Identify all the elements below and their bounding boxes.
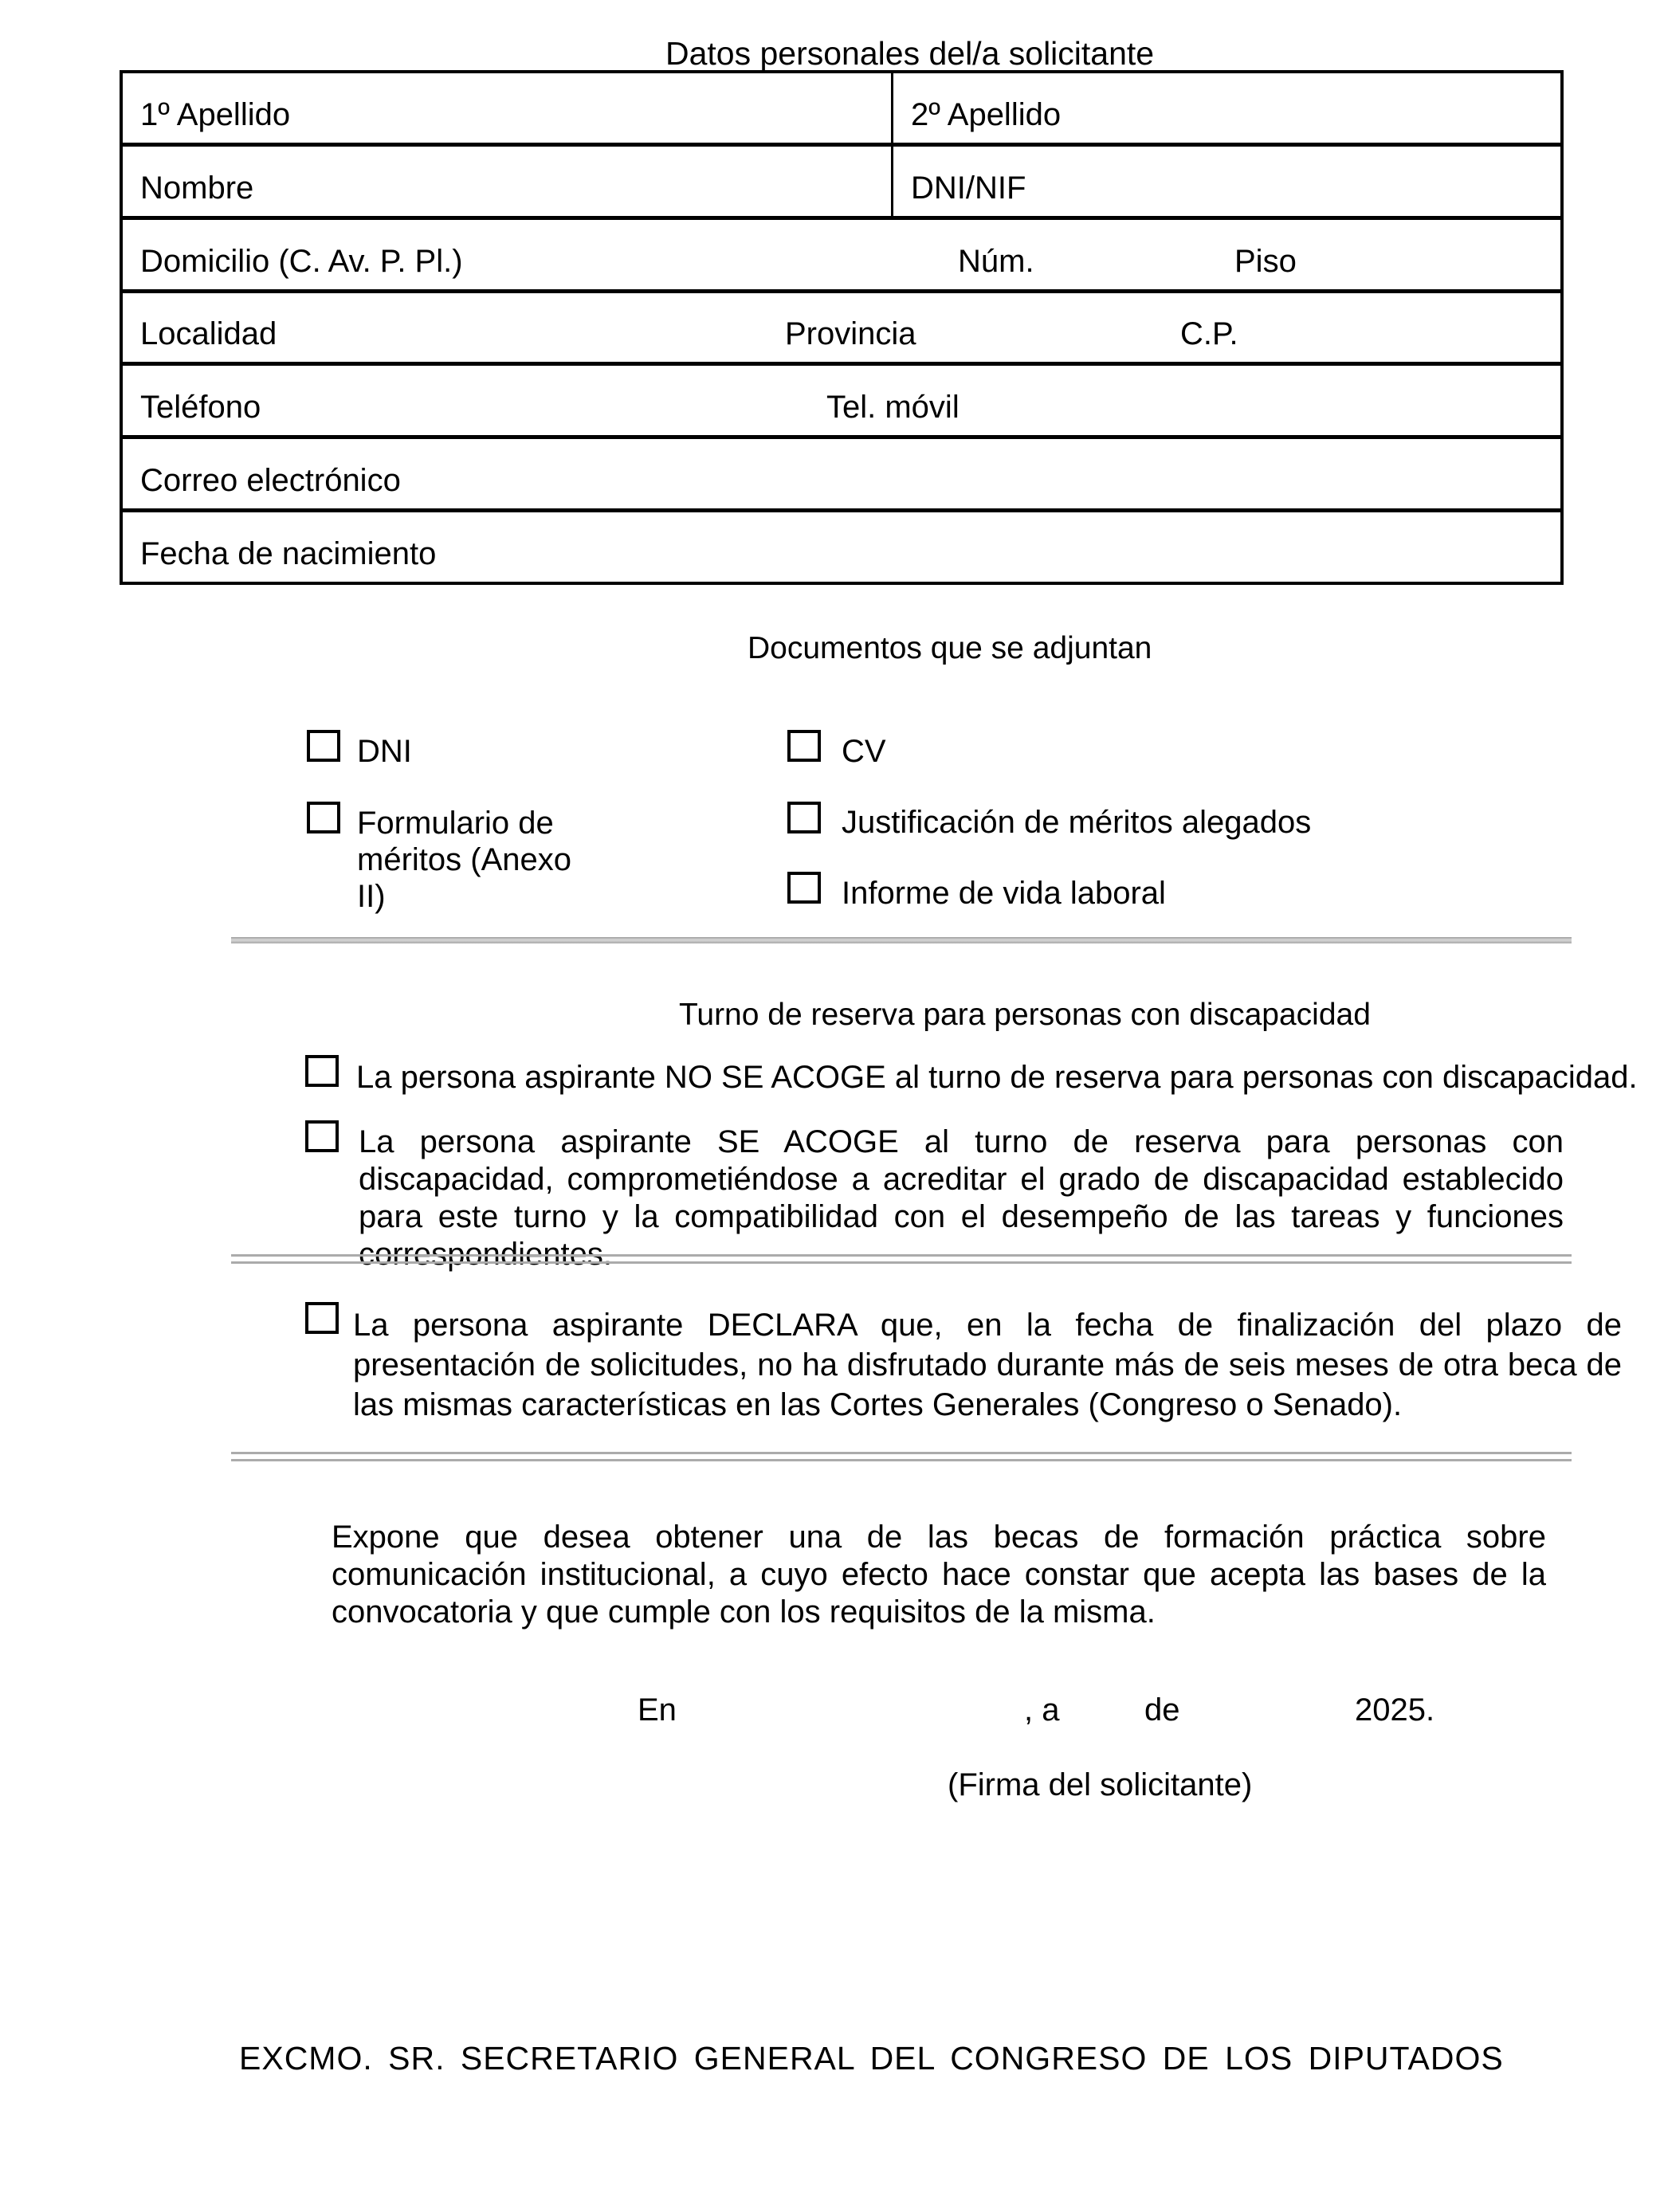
field-label: 1º Apellido [140, 96, 291, 132]
field-label-piso: Piso [1234, 243, 1297, 279]
section-divider [231, 1254, 1572, 1264]
date-line-de: de [1144, 1692, 1180, 1728]
field-label: Nombre [140, 170, 254, 206]
documents-section-title: Documentos que se adjuntan [748, 631, 1152, 665]
declaration-text: La persona aspirante DECLARA que, en la fecha de finalización del plazo de presentación de solicitudes, no ha disfrutado durante más de seis meses de otra beca de las mismas características en las Cortes Generales (Congreso o Senado). [353, 1308, 1622, 1422]
checkbox-no-acoge[interactable] [305, 1055, 339, 1087]
reserve-option-no-text: La persona aspirante NO SE ACOGE al turno de reserva para personas con discapacidad. [356, 1060, 1638, 1095]
field-segundo-apellido[interactable] [893, 73, 1560, 143]
checkbox-formulario-meritos-label: Formulario de méritos (Anexo II) [357, 806, 571, 914]
field-nombre[interactable] [123, 147, 893, 216]
checkbox-declara[interactable] [305, 1302, 339, 1334]
field-label-provincia: Provincia [785, 316, 916, 352]
field-label-cp: C.P. [1180, 316, 1238, 352]
field-label: Teléfono [140, 390, 261, 426]
field-label-tel-movil: Tel. móvil [826, 390, 960, 426]
statement-text: Expone que desea obtener una de las becas de formación práctica sobre comunicación institucional, a cuyo efecto hace constar que acepta las bases de la convocatoria y que cumple con los requisitos de la misma. [332, 1520, 1546, 1630]
checkbox-formulario-meritos[interactable] [307, 802, 340, 833]
section-divider [231, 937, 1572, 943]
table-row [123, 143, 1560, 216]
field-label-num: Núm. [958, 243, 1034, 279]
reserve-section-title: Turno de reserva para personas con discapacidad [679, 998, 1371, 1032]
checkbox-dni-label: DNI [357, 734, 412, 769]
checkbox-justificacion-meritos-label: Justificación de méritos alegados [842, 805, 1312, 840]
signature-caption: (Firma del solicitante) [948, 1767, 1253, 1802]
field-localidad[interactable] [123, 293, 1560, 363]
field-dni-nif[interactable] [893, 147, 1560, 216]
field-correo-electronico[interactable] [123, 439, 1560, 508]
field-primer-apellido[interactable] [123, 73, 893, 143]
table-row [123, 508, 1560, 582]
personal-data-table [120, 70, 1564, 585]
date-line-en: En [638, 1692, 677, 1728]
field-label: Localidad [140, 316, 277, 352]
table-row [123, 73, 1560, 143]
reserve-option-yes-text: La persona aspirante SE ACOGE al turno de reserva para personas con discapacidad, comprometiéndose a acreditar el grado de discapacidad establecido para este turno y la compatibilidad con el desempeño de las tareas y funciones correspondientes. [359, 1124, 1564, 1272]
table-row [123, 216, 1560, 289]
date-line-comma-a: , a [1024, 1692, 1060, 1728]
page-title: Datos personales del/a solicitante [665, 35, 1155, 72]
addressee-line: EXCMO. SR. SECRETARIO GENERAL DEL CONGRESO DE LOS DIPUTADOS [239, 2040, 1504, 2077]
field-telefono[interactable] [123, 366, 1560, 435]
checkbox-justificacion-meritos[interactable] [787, 802, 821, 833]
table-row [123, 362, 1560, 435]
checkbox-cv-label: CV [842, 734, 886, 769]
field-fecha-nacimiento[interactable] [123, 512, 1560, 582]
field-label: Correo electrónico [140, 463, 401, 499]
checkbox-informe-vida-laboral-label: Informe de vida laboral [842, 876, 1166, 911]
table-row [123, 289, 1560, 363]
field-label: Fecha de nacimiento [140, 536, 437, 572]
checkbox-se-acoge[interactable] [305, 1120, 339, 1152]
checkbox-dni[interactable] [307, 730, 340, 762]
checkbox-informe-vida-laboral[interactable] [787, 872, 821, 904]
field-domicilio[interactable] [123, 220, 1560, 289]
checkbox-cv[interactable] [787, 730, 821, 762]
table-row [123, 435, 1560, 508]
field-label: 2º Apellido [911, 96, 1062, 132]
field-label: DNI/NIF [911, 170, 1026, 206]
section-divider [231, 1452, 1572, 1461]
date-line-year: 2025. [1355, 1692, 1435, 1728]
field-label: Domicilio (C. Av. P. Pl.) [140, 243, 463, 279]
